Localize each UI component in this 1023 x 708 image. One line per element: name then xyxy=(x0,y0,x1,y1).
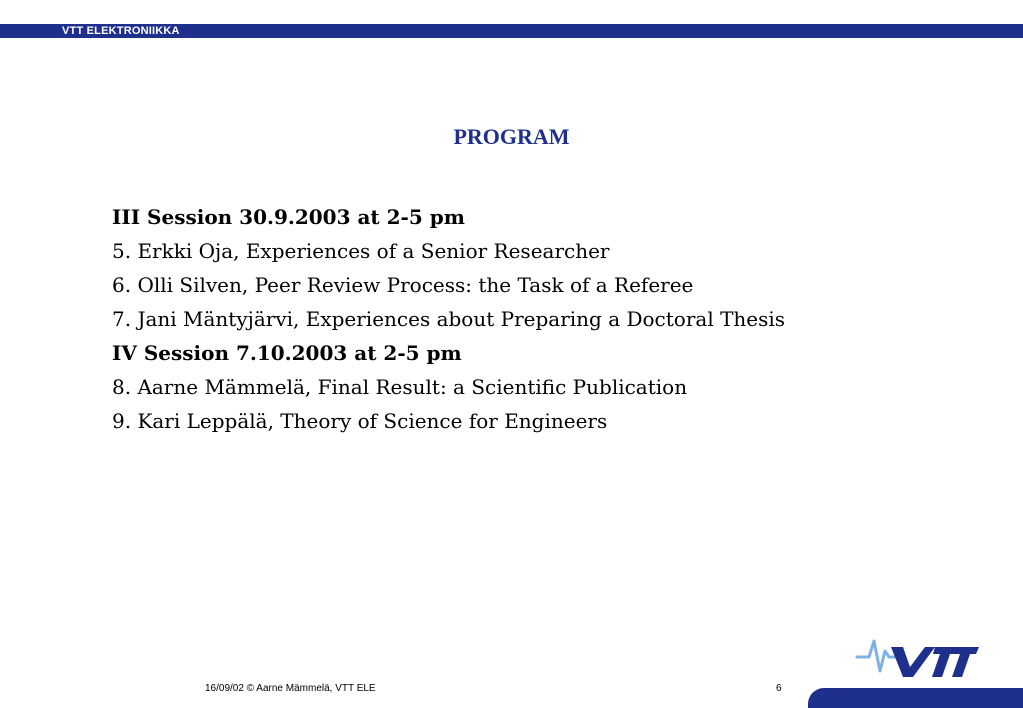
vtt-logo-icon xyxy=(855,635,980,681)
slide-title: PROGRAM xyxy=(453,124,570,149)
session-heading: III Session 30.9.2003 at 2-5 pm xyxy=(112,205,465,229)
session-heading: IV Session 7.10.2003 at 2-5 pm xyxy=(112,341,462,365)
footer-copyright: 16/09/02 © Aarne Mämmelä, VTT ELE xyxy=(205,683,376,694)
program-item: 8. Aarne Mämmelä, Final Result: a Scientific Publication xyxy=(112,375,688,399)
program-list xyxy=(112,200,785,438)
program-item: 7. Jani Mäntyjärvi, Experiences about Preparing a Doctoral Thesis xyxy=(112,307,786,331)
program-item: 9. Kari Leppälä, Theory of Science for Engineers xyxy=(112,409,608,433)
program-item: 5. Erkki Oja, Experiences of a Senior Researcher xyxy=(112,239,610,263)
program-item: 6. Olli Silven, Peer Review Process: the Task of a Referee xyxy=(112,273,694,297)
footer-decoration xyxy=(808,688,1023,708)
page-number: 6 xyxy=(776,683,782,694)
org-label: VTT ELEKTRONIIKKA xyxy=(58,24,186,38)
